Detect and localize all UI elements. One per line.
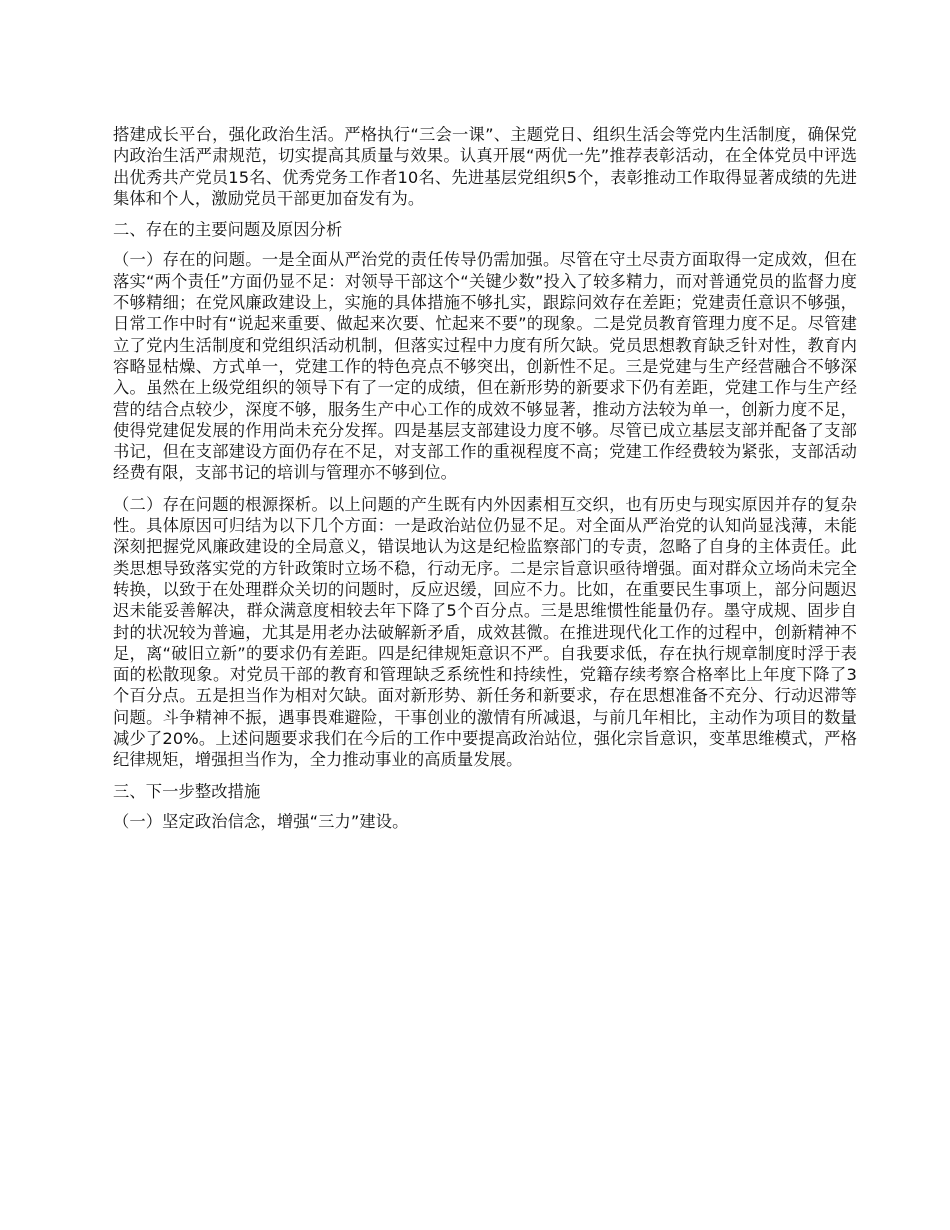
body-paragraph: （一）存在的问题。一是全面从严治党的责任传导仍需加强。尽管在守土尽责方面取得一定成效，但在落实“两个责任”方面仍显不足：对领导干部这个“关键少数”投入了较多精力，而对普通党员的监督力度不够精细；在党风廉政建设上，实施的具体措施不够扎实，跟踪问效存在差距；党建责任意识不够强，日常工作中时有“说起来重要、做起来次要、忙起来不要”的现象。二是党员教育管理力度不足。尽管建立了党内生活制度和党组织活动机制，但落实过程中力度有所欠缺。党员思想教育缺乏针对性，教育内容略显枯燥、方式单一，党建工作的特色亮点不够突出，创新性不足。三是党建与生产经营融合不够深入。虽然在上级党组织的领导下有了一定的成绩，但在新形势的新要求下仍有差距，党建工作与生产经营的结合点较少，深度不够，服务生产中心工作的成效不够显著，推动方法较为单一，创新力度不足，使得党建促发展的作用尚未充分发挥。四是基层支部建设力度不够。尽管已成立基层支部并配备了支部书记，但在支部建设方面仍存在不足，对支部工作的重视程度不高；党建工作经费较为紧张，支部活动经费有限，支部书记的培训与管理亦不够到位。 <box>113 250 857 483</box>
body-paragraph: （二）存在问题的根源探析。以上问题的产生既有内外因素相互交织，也有历史与现实原因并存的复杂性。具体原因可归结为以下几个方面：一是政治站位仍显不足。对全面从严治党的认知尚显浅薄，未能深刻把握党风廉政建设的全局意义，错误地认为这是纪检监察部门的专责，忽略了自身的主体责任。此类思想导致落实党的方针政策时立场不稳，行动无序。二是宗旨意识亟待增强。面对群众立场尚未完全转换，以致于在处理群众关切的问题时，反应迟缓，回应不力。比如，在重要民生事项上，部分问题迟迟未能妥善解决，群众满意度相较去年下降了5个百分点。三是思维惯性能量仍存。墨守成规、固步自封的状况较为普遍，尤其是用老办法破解新矛盾，成效甚微。在推进现代化工作的过程中，创新精神不足，离“破旧立新”的要求仍有差距。四是纪律规矩意识不严。自我要求低，存在执行规章制度时浮于表面的松散现象。对党员干部的教育和管理缺乏系统性和持续性，党籍存续考察合格率比上年度下降了3个百分点。五是担当作为相对欠缺。面对新形势、新任务和新要求，存在思想准备不充分、行动迟滞等问题。斗争精神不振，遇事畏难避险，干事创业的激情有所减退，与前几年相比，主动作为项目的数量减少了20%。上述问题要求我们在今后的工作中要提高政治站位，强化宗旨意识，变革思维模式，严格纪律规矩，增强担当作为，全力推动事业的高质量发展。 <box>113 494 857 770</box>
subsection-heading: （一）坚定政治信念，增强“三力”建设。 <box>113 811 409 831</box>
body-paragraph: 搭建成长平台，强化政治生活。严格执行“三会一课”、主题党日、组织生活会等党内生活制度，确保党内政治生活严肃规范，切实提高其质量与效果。认真开展“两优一先”推荐表彰活动，在全体党员中评选出优秀共产党员15名、优秀党务工作者10名、先进基层党组织5个，表彰推动工作取得显著成绩的先进集体和个人，激励党员干部更加奋发有为。 <box>113 125 857 208</box>
section-heading: 二、存在的主要问题及原因分析 <box>113 220 343 240</box>
document-page <box>113 124 857 842</box>
section-heading: 三、下一步整改措施 <box>113 781 261 801</box>
